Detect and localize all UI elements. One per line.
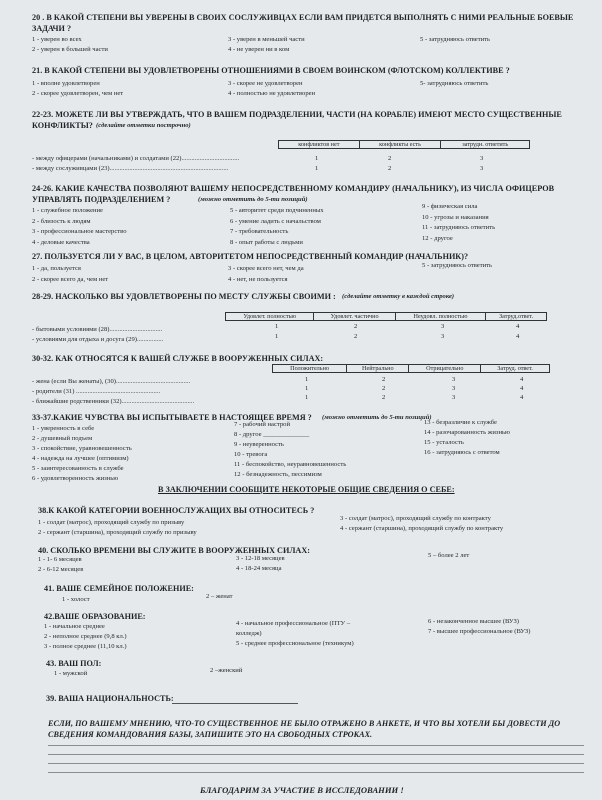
q42-option-6: 6 - незаконченное высшее (ВУЗ)	[428, 618, 519, 625]
q42-option-2: 2 - неполное среднее (9,8 кл.)	[44, 633, 127, 640]
q30-col-4	[520, 375, 523, 402]
q22-header: конфликты есть	[359, 141, 441, 149]
q38-option-3: 3 - солдат (матрос), проходящий службу по контракту	[340, 515, 491, 522]
q30-row-3: - ближайшие родственники (32)............................................	[32, 398, 195, 405]
scale-value: 2	[354, 323, 358, 330]
q40-option-3: 3 - 12-18 месяцев	[236, 555, 285, 562]
q33-option: 16 - затрудняюсь с ответом	[424, 449, 500, 456]
scale-value: 2	[382, 376, 386, 383]
q24-option: 8 - опыт работы с людьми	[230, 238, 303, 246]
q41-option-2: 2 – женат	[206, 593, 233, 600]
q24-option: 6 - умение ладить с начальством	[230, 217, 321, 225]
q22-row-2: - между сослуживцами (23)........................................................................	[32, 165, 229, 172]
q33-note: (можно отметить до 5-ти позиций)	[322, 414, 432, 421]
q24-note: (можно отметить до 5-ти позиций)	[198, 196, 308, 203]
scale-value: 4	[516, 333, 520, 340]
q24-option: 3 - профессиональное мастерство	[32, 228, 127, 235]
q40-option-2: 2 - 6-12 месяцев	[38, 566, 84, 573]
q30-col-3	[452, 375, 455, 402]
q30-col-2	[382, 375, 385, 402]
q30-title: 30-32. КАК ОТНОСЯТСЯ К ВАШЕЙ СЛУЖБЕ В ВООРУЖЕННЫХ СИЛАХ:	[32, 354, 324, 363]
q33-option: 7 - рабочий настрой	[234, 421, 290, 428]
q33-option: 2 - душевный подъем	[32, 435, 93, 442]
q33-title: 33-37.КАКИЕ ЧУВСТВА ВЫ ИСПЫТЫВАЕТЕ В НАСТОЯЩЕЕ ВРЕМЯ ?	[32, 413, 312, 422]
q42-option-4-cont: колледж)	[236, 630, 262, 637]
q42-title: 42.ВАШЕ ОБРАЗОВАНИЕ:	[44, 612, 146, 621]
q40-option-1: 1 - 1- 6 месяцев	[38, 556, 82, 563]
final-prompt-line-1: ЕСЛИ, ПО ВАШЕМУ МНЕНИЮ, ЧТО-ТО СУЩЕСТВЕННОЕ НЕ БЫЛО ОТРАЖЕНО В АНКЕТЕ, И ЧТО ВЫ ХОТЕЛИ БЫ ДОВЕСТИ ДО	[48, 719, 561, 728]
q27-option-1: 1 - да, пользуется	[32, 265, 81, 272]
q38-option-1: 1 - солдат (матрос), проходящий службу по призыву	[38, 519, 185, 526]
q28-row-1: - бытовыми условиями (28)................................	[32, 326, 163, 333]
q22-header: затрудн. ответить	[441, 141, 530, 149]
q30-header: Затруд. ответ.	[481, 365, 550, 373]
answer-line[interactable]	[48, 763, 584, 764]
answer-line[interactable]	[48, 745, 584, 746]
q33-option: 6 - удовлетворенность жизнью	[32, 475, 119, 482]
q30-header-table	[272, 364, 550, 373]
q30-header: Положительно	[273, 365, 347, 373]
q21-option-3: 3 - скорее не удовлетворен	[228, 80, 303, 87]
q38-title: 38.К КАКОЙ КАТЕГОРИИ ВОЕННОСЛУЖАЩИХ ВЫ ОТНОСИТЕСЬ ?	[38, 506, 315, 515]
q27-title: 27. ПОЛЬЗУЕТСЯ ЛИ У ВАС, В ЦЕЛОМ, АВТОРИТЕТОМ НЕПОСРЕДСТВЕННЫЙ КОМАНДИР (НАЧАЛЬНИК)?	[32, 252, 469, 261]
scale-value: 2	[382, 385, 386, 392]
q38-option-4: 4 - сержант (старшина), проходящий службу по контракту	[340, 525, 504, 532]
scale-value: 2	[388, 165, 392, 172]
q20-option-3: 3 - уверен в меньшей части	[228, 36, 305, 43]
q21-option-5: 5- затрудняюсь ответить	[420, 80, 489, 87]
q24-option: 10 - угрозы и наказания	[422, 213, 489, 221]
q28-header: Удовлет. полностью	[226, 313, 314, 321]
q30-row-2: - родители (31) ...................................................	[32, 388, 161, 395]
scale-value: 3	[452, 376, 456, 383]
q24-option: 9 - физическая сила	[422, 203, 478, 210]
section-heading: В ЗАКЛЮЧЕНИИ СООБЩИТЕ НЕКОТОРЫЕ ОБЩИЕ СВЕДЕНИЯ О СЕБЕ:	[158, 485, 455, 494]
q28-header-table	[225, 312, 547, 321]
q42-option-4: 4 - начальное профессиональное (ПТУ –	[236, 620, 351, 627]
q20-option-4: 4 - не уверен ни в ком	[228, 46, 290, 53]
q21-title: 21. В КАКОЙ СТЕПЕНИ ВЫ УДОВЛЕТВОРЕНЫ ОТНОШЕНИЯМИ В СВОЕМ ВОИНСКОМ (ФЛОТСКОМ) КОЛЛЕКТИВЕ ?	[32, 66, 510, 75]
q22-header-table	[278, 140, 530, 149]
q20-title-cont: ЗАДАЧИ ?	[32, 24, 72, 33]
q33-col-2	[234, 420, 346, 480]
q33-option: 10 - тревога	[234, 451, 268, 458]
q30-header: Отрицательно	[409, 365, 481, 373]
q30-row-1: - жена (если Вы женаты), (30).............................................	[32, 378, 191, 385]
q28-title: 28-29. НАСКОЛЬКО ВЫ УДОВЛЕТВОРЕНЫ ПО МЕСТУ СЛУЖБЫ СВОИМИ :	[32, 292, 336, 301]
final-prompt-line-2: СВЕДЕНИЯ КОМАНДОВАНИЯ БАЗЫ, ЗАПИШИТЕ ЭТО НА СВОБОДНЫХ СТРОКАХ.	[48, 730, 373, 739]
q40-option-4: 4 - 18-24 месяца	[236, 565, 282, 572]
q22-note: (сделайте отметки построчно)	[96, 122, 191, 129]
q33-option: 13 - безразличие к службе	[424, 419, 497, 426]
q40-title: 40. СКОЛЬКО ВРЕМЕНИ ВЫ СЛУЖИТЕ В ВООРУЖЕННЫХ СИЛАХ:	[38, 546, 310, 555]
q42-option-5: 5 - среднее профессиональное (техникум)	[236, 640, 354, 647]
q24-option: 2 - близость к людям	[32, 217, 91, 225]
scale-value: 1	[315, 155, 319, 162]
scale-value: 3	[452, 385, 456, 392]
answer-line[interactable]	[48, 754, 584, 755]
q24-option: 11 - затрудняюсь ответить	[422, 224, 496, 231]
q20-option-5: 5 - затрудняюсь ответить	[420, 36, 491, 43]
scale-value: 2	[354, 333, 358, 340]
q24-option: 4 - деловые качества	[32, 238, 90, 246]
q33-option: 11 - беспокойство, неуравновешенность	[234, 461, 347, 468]
q42-option-7: 7 - высшее профессиональное (ВУЗ)	[428, 628, 531, 635]
q24-option: 7 - требовательность	[230, 228, 289, 235]
q21-option-2: 2 - скорее удовлетворен, чем нет	[32, 90, 124, 97]
q21-option-4: 4 - полностью не удовлетворен	[228, 90, 316, 97]
q33-option: 4 - надежда на лучшее (оптимизм)	[32, 455, 129, 462]
q22-row-1: - между офицерами (начальниками) и солдатами (22)...................................	[32, 155, 240, 162]
q28-row-2: - условиями для отдыха и досуга (29)................	[32, 336, 164, 343]
q28-header: Затруд.ответ.	[486, 313, 547, 321]
q43-option-1: 1 - мужской	[54, 670, 88, 677]
q28-header: Неудовл. полностью	[395, 313, 485, 321]
q33-option: 5 - заинтересованность в службе	[32, 465, 124, 472]
scale-value: 1	[315, 165, 319, 172]
scale-value: 1	[275, 333, 279, 340]
nationality-blank[interactable]	[172, 703, 298, 704]
q41-option-1: 1 - холост	[62, 596, 90, 603]
q40-option-5: 5 – более 2 лет	[428, 552, 470, 559]
q27-option-4: 4 - нет, не пользуется	[228, 276, 288, 283]
q21-option-1: 1 - вполне удовлетворен	[32, 80, 100, 87]
scale-value: 4	[516, 323, 520, 330]
scale-value: 1	[305, 385, 309, 392]
q27-option-5: 5 - затрудняюсь ответить	[422, 262, 493, 269]
q38-option-2: 2 - сержант (старшина), проходящий службу по призыву	[38, 529, 197, 536]
q22-header: конфликтов нет	[279, 141, 360, 149]
answer-line[interactable]	[48, 772, 584, 773]
q24-col-1	[32, 206, 127, 248]
scale-value: 3	[452, 394, 456, 401]
q30-col-1	[305, 375, 308, 402]
q42-option-1: 1 - начальное среднее	[44, 623, 105, 630]
q20-option-2: 2 - уверен в большей части	[32, 46, 108, 53]
q30-header: Нейтрально	[347, 365, 409, 373]
q33-option: 9 - неуверенность	[234, 441, 284, 448]
q33-option: 15 - усталость	[424, 439, 464, 446]
scale-value: 1	[275, 323, 279, 330]
scale-value: 1	[305, 376, 309, 383]
scale-value: 3	[480, 165, 484, 172]
q24-option: 12 - другое	[422, 234, 453, 242]
q22-title: 22-23. МОЖЕТЕ ЛИ ВЫ УТВЕРЖДАТЬ, ЧТО В ВАШЕМ ПОДРАЗДЕЛЕНИИ, ЧАСТИ (НА КОРАБЛЕ) ИМЕЮТ МЕСТО СУЩЕСТВЕННЫЕ	[32, 110, 562, 119]
thanks-footer: БЛАГОДАРИМ ЗА УЧАСТИЕ В ИССЛЕДОВАНИИ !	[200, 785, 404, 795]
q33-col-1	[32, 424, 132, 484]
scale-value: 3	[441, 323, 445, 330]
q22-title-cont: КОНФЛИКТЫ?	[32, 121, 93, 130]
q43-title: 43. ВАШ ПОЛ:	[46, 659, 102, 668]
q24-option: 1 - служебное положение	[32, 207, 103, 214]
scale-value: 2	[382, 394, 386, 401]
q27-option-3: 3 - скорее всего нет, чем да	[228, 265, 304, 272]
q43-option-2: 2 –женский	[210, 667, 243, 674]
q24-title: 24-26. КАКИЕ КАЧЕСТВА ПОЗВОЛЯЮТ ВАШЕМУ НЕПОСРЕДСТВЕННОМУ КОМАНДИРУ (НАЧАЛЬНИКУ), ИЗ ЧИСЛА ОФИЦЕРОВ	[32, 184, 555, 193]
scale-value: 2	[388, 155, 392, 162]
q20-option-1: 1 - уверен во всех	[32, 36, 82, 43]
q33-option: 14 - разочарованность жизнью	[424, 429, 510, 436]
q24-option: 5 - авторитет среди подчиненных	[230, 207, 324, 214]
q33-option: 8 - другое ______________	[234, 431, 310, 438]
q28-header: Удовлет. частично	[314, 313, 395, 321]
scale-value: 4	[520, 394, 524, 401]
q24-col-2	[230, 206, 324, 248]
scale-value: 1	[305, 394, 309, 401]
q24-title-cont: УПРАВЛЯТЬ ПОДРАЗДЕЛЕНИЕМ ?	[32, 195, 171, 204]
scale-value: 4	[520, 376, 524, 383]
scale-value: 4	[520, 385, 524, 392]
q27-option-2: 2 - скорее всего да, чем нет	[32, 276, 109, 283]
q33-option: 3 - спокойствие, уравновешенность	[32, 445, 132, 452]
q24-col-3	[422, 202, 495, 244]
q41-title: 41. ВАШЕ СЕМЕЙНОЕ ПОЛОЖЕНИЕ:	[44, 584, 194, 593]
q33-col-3	[424, 418, 510, 458]
q42-option-3: 3 - полное среднее (11,10 кл.)	[44, 643, 127, 650]
q28-note: (сделайте отметку в каждой строке)	[342, 293, 455, 300]
scale-value: 3	[480, 155, 484, 162]
q20-title: 20 . В КАКОЙ СТЕПЕНИ ВЫ УВЕРЕНЫ В СВОИХ СОСЛУЖИВЦАХ ЕСЛИ ВАМ ПРИДЕТСЯ ВЫПОЛНЯТЬ С НИМИ РЕАЛЬНЫЕ БОЕВЫЕ	[32, 13, 574, 22]
q39-title: 39. ВАША НАЦИОНАЛЬНОСТЬ:	[46, 694, 174, 703]
scale-value: 3	[441, 333, 445, 340]
q33-option: 1 - уверенность в себе	[32, 425, 95, 432]
q33-option: 12 - безнадежность, пессимизм	[234, 471, 322, 478]
